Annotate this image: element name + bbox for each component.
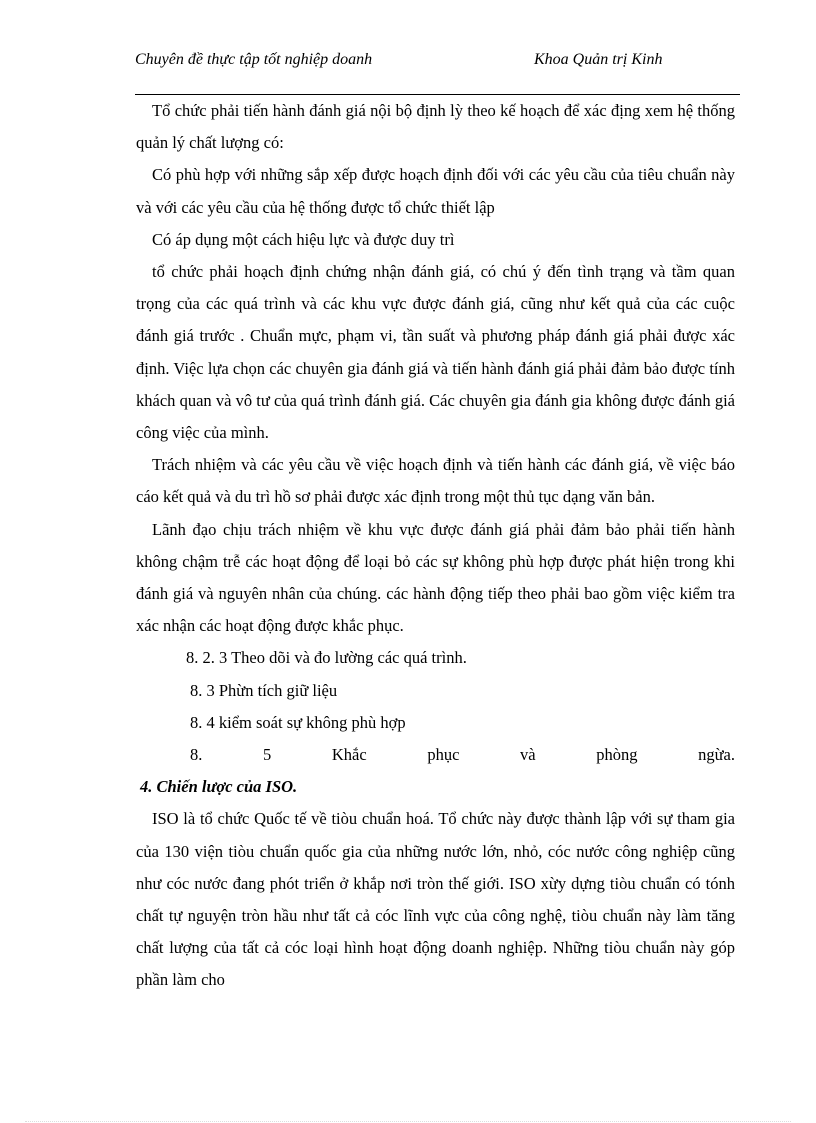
list-item: 8. 3 Phừn tích giữ liệu	[190, 680, 338, 700]
list-item: 8. 5 Khắc phục và phòng ngừa.	[190, 745, 735, 765]
page-body	[136, 95, 735, 997]
paragraph: Có áp dụng một cách hiệu lực và được duy trì	[152, 229, 455, 249]
paragraph: Lãnh đạo chịu trách nhiệm về khu vực được đánh giá phải đảm bảo phải tiến hành không chậm trễ các hoạt động để loại bỏ các sự không phù hợp được phát hiện trong khi đánh giá và nguyên nhân của chúng. các hành động tiếp theo phải bao gồm việc kiểm tra xác nhận các hoạt động được khắc phục.	[136, 519, 735, 636]
section-heading: 4. Chiến lược của ISO.	[140, 777, 298, 797]
paragraph: ISO là tổ chức Quốc tế về tiòu chuẩn hoá. Tổ chức này được thành lập với sự tham gia của 130 viện tiòu chuẩn quốc gia của những nước lớn, nhỏ, cóc nước công nghiệp cũng như cóc nước đang phót triển ở khắp nơi tròn thế giới. ISO xừy dựng tiòu chuẩn có tónh chất tự nguyện tròn hầu như tất cả cóc lĩnh vực của công nghệ, tiòu chuẩn này làm tăng chất lượng của tất cả cóc loại hình hoạt động doanh nghiệp. Những tiòu chuẩn này góp phần làm cho	[136, 809, 735, 990]
header-left: Chuyên đề thực tập tốt nghiệp doanh	[135, 51, 373, 68]
paragraph: Có phù hợp với những sắp xếp được hoạch định đối với các yêu cầu của tiêu chuẩn này và với các yêu cầu của hệ thống được tổ chức thiết lập	[136, 165, 735, 217]
page-bottom-divider	[25, 1121, 791, 1122]
paragraph: Trách nhiệm và các yêu cầu về việc hoạch định và tiến hành các đánh giá, về việc báo cáo kết quả và du trì hồ sơ phải được xác định trong một thủ tục dạng văn bản.	[136, 455, 735, 507]
page-header	[135, 50, 740, 95]
list-item: 8. 2. 3 Theo dõi và đo lường các quá trình.	[186, 648, 467, 668]
header-right: Khoa Quản trị Kinh	[534, 51, 663, 68]
paragraph: Tổ chức phải tiến hành đánh giá nội bộ định lỳ theo kế hoạch để xác địng xem hệ thống quản lý chất lượng có:	[136, 101, 735, 153]
list-item: 8. 4 kiểm soát sự không phù hợp	[190, 712, 406, 732]
paragraph: tổ chức phải hoạch định chứng nhận đánh giá, có chú ý đến tình trạng và tầm quan trọng của các quá trình và các khu vực được đánh giá, cũng như kết quả của các cuộc đánh giá trước . Chuẩn mực, phạm vi, tần suất và phương pháp đánh giá phải được xác định. Việc lựa chọn các chuyên gia đánh giá và tiến hành đánh giá phải đảm bảo được tính khách quan và vô tư của quá trình đánh giá. Các chuyên gia đánh gia không được đánh giá công việc của mình.	[136, 262, 735, 443]
